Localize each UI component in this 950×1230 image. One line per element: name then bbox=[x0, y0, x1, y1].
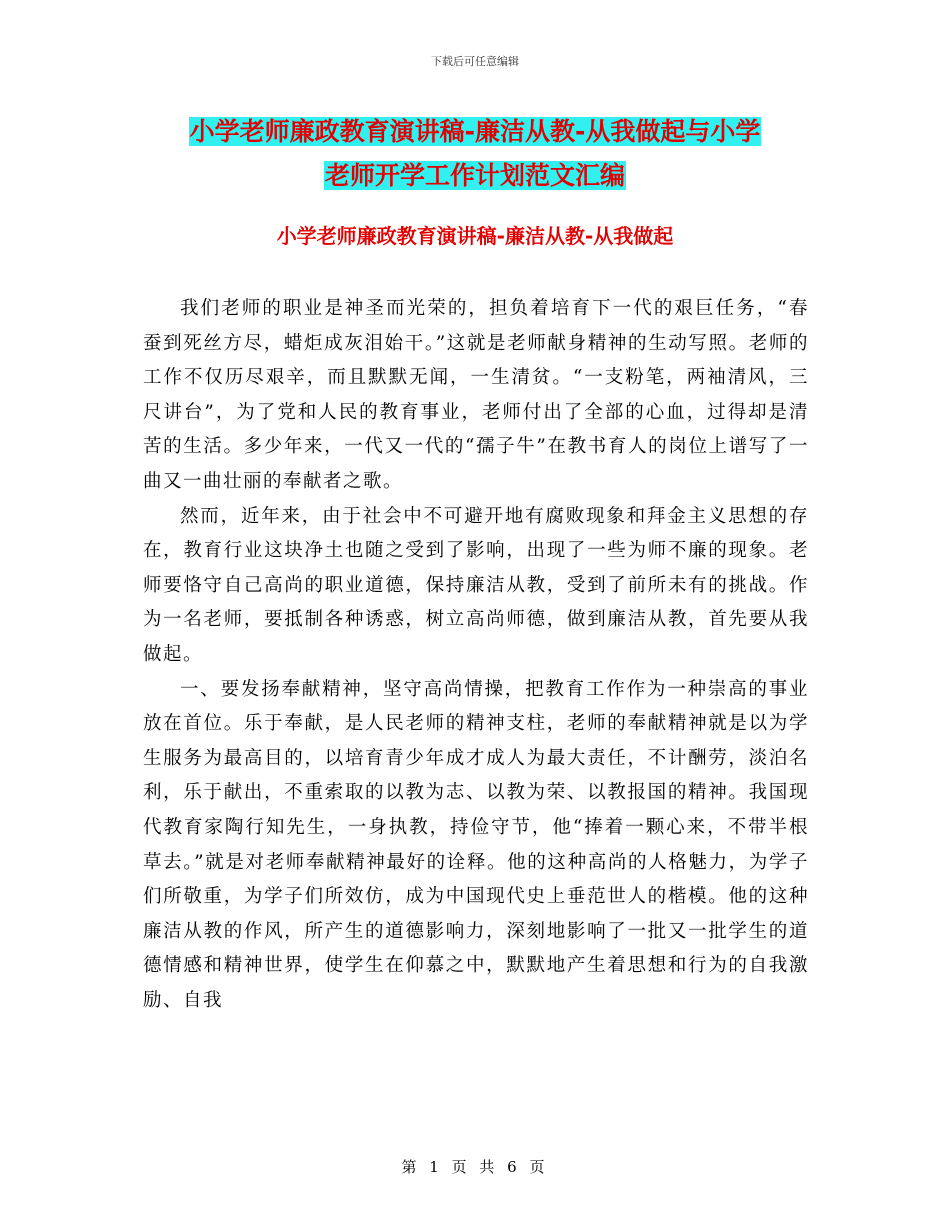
title-line-2: 老师开学工作计划范文汇编 bbox=[324, 161, 625, 190]
body-text bbox=[143, 292, 809, 1018]
paragraph: 然而，近年来，由于社会中不可避开地有腐败现象和拜金主义思想的存在，教育行业这块净土也随之受到了影响，出现了一些为师不廉的现象。老师要恪守自己高尚的职业道德，保持廉洁从教，受到了前所未有的挑战。作为一名老师，要抵制各种诱惑，树立高尚师德，做到廉洁从教，首先要从我做起。 bbox=[143, 505, 809, 665]
header-note: 下载后可任意编辑 bbox=[431, 55, 519, 68]
paragraph: 我们老师的职业是神圣而光荣的，担负着培育下一代的艰巨任务，“春蚕到死丝方尽，蜡炬成灰泪始干。”这就是老师献身精神的生动写照。老师的工作不仅历尽艰辛，而且默默无闻，一生清贫。“一支粉笔，两袖清风，三尺讲台”，为了党和人民的教育事业，老师付出了全部的心血，过得却是清苦的生活。多少年来，一代又一代的“孺子牛”在教书育人的岗位上谱写了一曲又一曲壮丽的奉献者之歌。 bbox=[143, 298, 809, 492]
page-footer: 第 1 页 共 6 页 bbox=[401, 1158, 549, 1176]
document-title bbox=[0, 110, 950, 198]
paragraph: 一、要发扬奉献精神，坚守高尚情操，把教育工作作为一种崇高的事业放在首位。乐于奉献，是人民老师的精神支柱，老师的奉献精神就是以为学生服务为最高目的，以培育青少年成才成人为最大责任，不计酬劳，淡泊名利，乐于献出，不重索取的以教为志、以教为荣、以教报国的精神。我国现代教育家陶行知先生，一身执教，持俭守节，他“捧着一颗心来，不带半根草去。”就是对老师奉献精神最好的诠释。他的这种高尚的人格魅力，为学子们所敬重，为学子们所效仿，成为中国现代史上垂范世人的楷模。他的这种廉洁从教的作风，所产生的道德影响力，深刻地影响了一批又一批学生的道德情感和精神世界，使学生在仰慕之中，默默地产生着思想和行为的自我激励、自我 bbox=[143, 678, 809, 1011]
title-line-1: 小学老师廉政教育演讲稿-廉洁从教-从我做起与小学 bbox=[189, 117, 761, 146]
section-title: 小学老师廉政教育演讲稿-廉洁从教-从我做起 bbox=[276, 224, 674, 248]
